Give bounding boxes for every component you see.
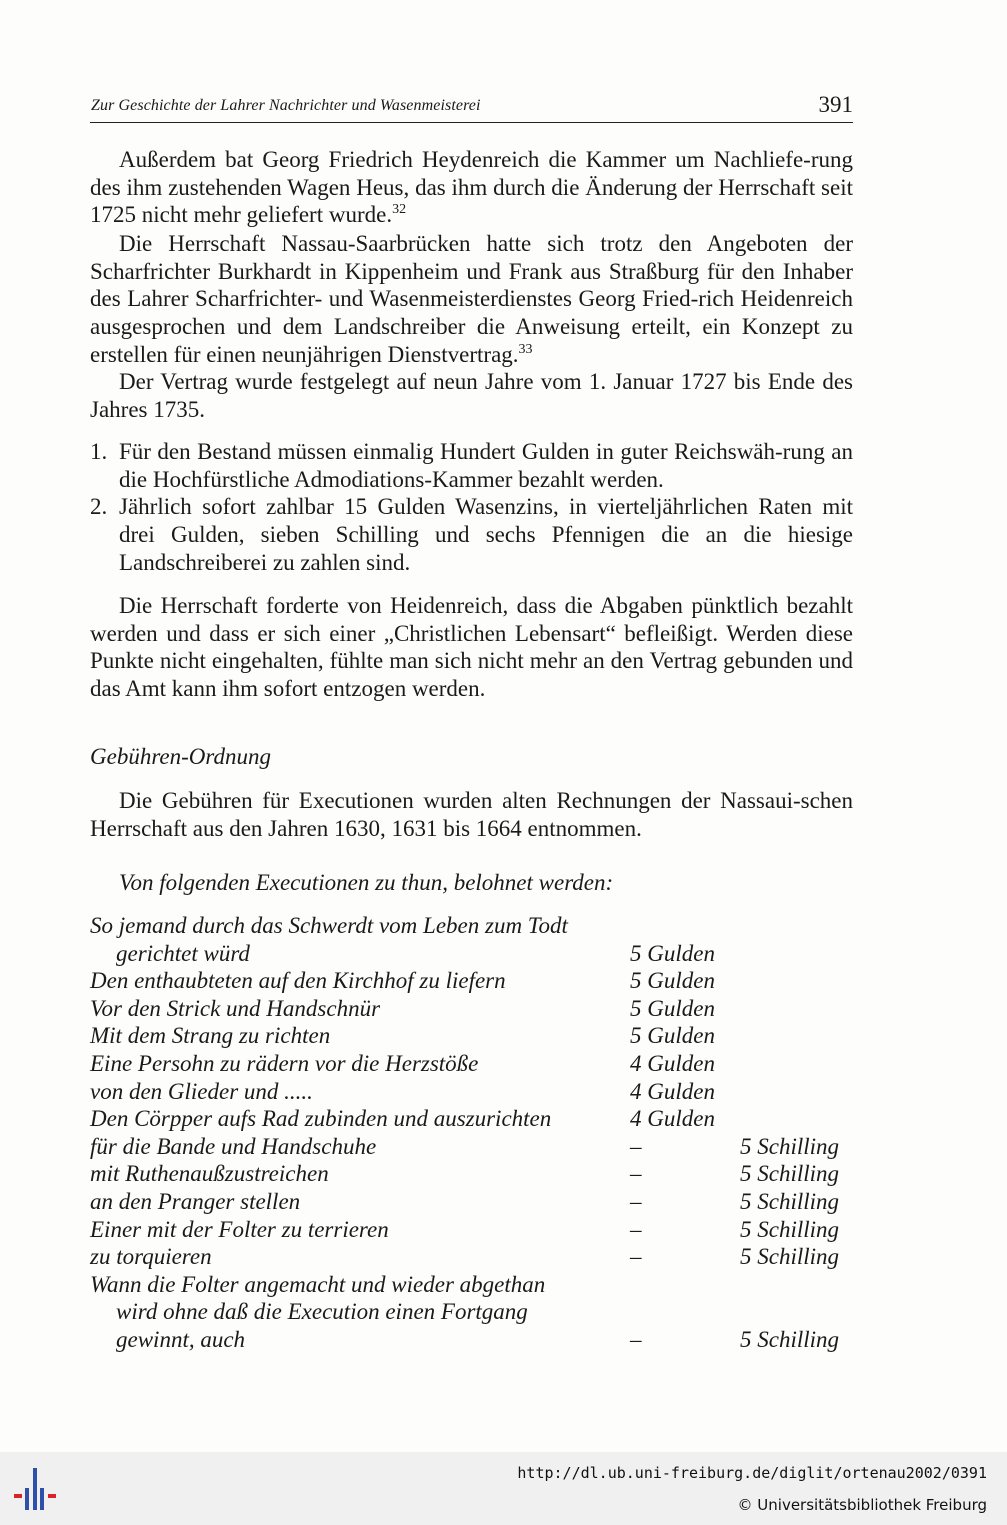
fee-schilling: 5 Schilling [740, 1216, 840, 1242]
fee-gulden: – [630, 1161, 642, 1187]
fee-row [90, 1105, 853, 1133]
fee-description: Den Cörpper aufs Rad zubinden und auszurichten [90, 1106, 552, 1132]
fee-description [90, 1271, 630, 1354]
list-item-number: 1. [90, 439, 108, 464]
running-header [90, 94, 853, 123]
fee-gulden: 5 Gulden [630, 1023, 715, 1049]
footnote-ref-33: 33 [518, 341, 533, 357]
fee-row [90, 1188, 853, 1216]
section-heading: Gebühren-Ordnung [90, 744, 271, 769]
fee-description: von den Glieder und ..... [90, 1078, 313, 1104]
fee-gulden: 5 Gulden [630, 968, 715, 994]
fee-description-line: So jemand durch das Schwerdt vom Leben zum Todt [90, 913, 568, 938]
paragraph-1 [90, 146, 853, 229]
fee-row [90, 1022, 853, 1050]
fee-row [90, 1078, 853, 1106]
fee-schilling: 5 Schilling [740, 1244, 840, 1270]
fee-description-continuation: wird ohne daß die Execution einen Fortgang [116, 1299, 528, 1325]
fee-description: Einer mit der Folter zu terrieren [90, 1216, 389, 1242]
fee-description: mit Ruthenaußzustreichen [90, 1161, 329, 1187]
fee-description: zu torquieren [90, 1244, 212, 1270]
fee-row [90, 995, 853, 1023]
running-title: Zur Geschichte der Lahrer Nachrichter und Wasenmeisterei [91, 97, 481, 114]
fee-row [90, 1243, 853, 1271]
fee-description-continuation: gewinnt, auch [116, 1326, 246, 1352]
fee-description-continuation: gerichtet würd [116, 940, 250, 966]
fee-gulden: – [630, 1244, 642, 1270]
list-item-number: 2. [90, 494, 108, 520]
fee-row [90, 1133, 853, 1161]
fee-row [90, 967, 853, 995]
fee-schilling: 5 Schilling [740, 1188, 840, 1214]
paragraph-3: Der Vertrag wurde festgelegt auf neun Jahre vom 1. Januar 1727 bis Ende des Jahres 1735. [90, 369, 853, 422]
fee-description: Eine Persohn zu rädern vor die Herzstöße [90, 1050, 479, 1076]
fee-gulden: – [630, 1133, 642, 1159]
fee-schilling: 5 Schilling [740, 1326, 840, 1352]
fee-row [90, 912, 853, 967]
fee-row [90, 1050, 853, 1078]
paragraph-2 [90, 230, 853, 369]
viewer-footer [0, 1452, 1007, 1525]
fee-row [90, 1216, 853, 1244]
fee-row [90, 1271, 853, 1354]
ub-freiburg-logo-icon [12, 1464, 62, 1514]
fee-gulden: 4 Gulden [630, 1078, 715, 1104]
fee-description: Vor den Strick und Handschnür [90, 995, 381, 1021]
fee-gulden: 5 Gulden [630, 995, 715, 1021]
list-item-text: Für den Bestand müssen einmalig Hundert Gulden in guter Reichswäh-rung an die Hochfürstliche Admodiations-Kammer bezahlt werden. [119, 439, 853, 492]
fee-gulden: – [630, 1188, 642, 1214]
fee-description [90, 912, 630, 967]
list-item-text: Jährlich sofort zahlbar 15 Gulden Wasenzins, in vierteljährlichen Raten mit drei Gulden, sieben Schilling und sechs Pfennigen die an die hiesige Landschreiberei zu zahlen sind. [119, 494, 853, 575]
paragraph-1-text: Außerdem bat Georg Friedrich Heydenreich die Kammer um Nachliefe-rung des ihm zustehenden Wagen Heus, das ihm durch die Änderung der Herrschaft seit 1725 nicht mehr geliefert wurde. [90, 147, 853, 228]
list-item [90, 493, 853, 576]
fee-gulden: – [630, 1216, 642, 1242]
fee-description: für die Bande und Handschuhe [90, 1133, 377, 1159]
footnote-ref-32: 32 [392, 202, 407, 218]
paragraph-2-text: Die Herrschaft Nassau-Saarbrücken hatte sich trotz den Angeboten der Scharfrichter Burkhardt in Kippenheim und Frank aus Straßburg für den Inhaber des Lahrer Scharfrichter- und Wasenmeisterdienstes Georg Fried-rich Heidenreich ausgesprochen und dem Landschreiber die Anweisung erteilt, ein Konzept zu erstellen für einen neunjährigen Dienstvertrag. [90, 231, 853, 367]
fee-description: Mit dem Strang zu richten [90, 1023, 331, 1049]
page-number: 391 [818, 92, 853, 117]
fee-schilling: 5 Schilling [740, 1133, 840, 1159]
fee-row [90, 1160, 853, 1188]
fee-description-line: Wann die Folter angemacht und wieder abgethan [90, 1271, 546, 1297]
fee-gulden: 5 Gulden [630, 940, 715, 966]
fee-table [90, 912, 853, 1354]
list-item [90, 438, 853, 493]
fee-gulden: 4 Gulden [630, 1050, 715, 1076]
fees-intro: Von folgenden Executionen zu thun, belohnet werden: [119, 870, 614, 895]
fee-schilling: 5 Schilling [740, 1161, 840, 1187]
fee-description: an den Pranger stellen [90, 1188, 301, 1214]
contract-terms-list [90, 438, 853, 577]
paragraph-4: Die Herrschaft forderte von Heidenreich, dass die Abgaben pünktlich bezahlt werden und dass er sich einer „Christlichen Lebensart“ befleißigt. Werden diese Punkte nicht eingehalten, fühlte man sich nicht mehr an den Vertrag gebunden und das Amt kann ihm sofort entzogen werden. [90, 593, 853, 702]
fee-description: Den enthaubteten auf den Kirchhof zu liefern [90, 968, 506, 994]
fee-gulden: – [630, 1326, 642, 1352]
paragraph-5: Die Gebühren für Executionen wurden alten Rechnungen der Nassaui-schen Herrschaft aus den Jahren 1630, 1631 bis 1664 entnommen. [90, 788, 853, 841]
document-url-link[interactable]: http://dl.ub.uni-freiburg.de/diglit/ortenau2002/0391 [517, 1464, 987, 1482]
copyright-notice: © Universitätsbibliothek Freiburg [737, 1496, 987, 1514]
fee-gulden: 4 Gulden [630, 1106, 715, 1132]
